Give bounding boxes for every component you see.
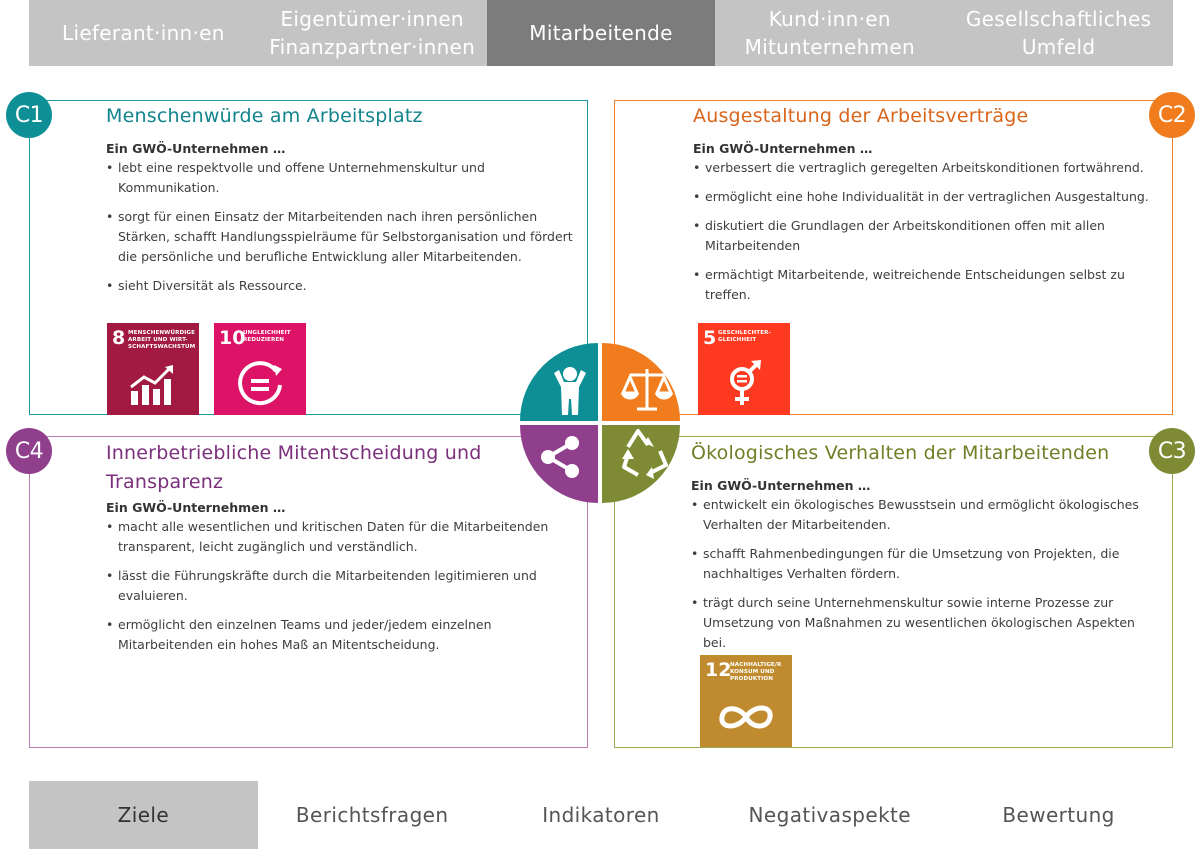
sdg-5-tile — [698, 323, 790, 415]
tab-indikatoren[interactable]: Indikatoren — [542, 803, 660, 827]
infinity-icon — [714, 699, 778, 735]
sdg-8-number: 8 — [112, 327, 126, 349]
list-item: • lässt die Führungskräfte durch die Mitarbeitenden legitimieren und evaluieren. — [106, 566, 566, 606]
list-item: • trägt durch seine Unternehmenskultur sowie interne Prozesse zur Umsetzung von Maßnahmen zu wesentlichen ökologischen Aspekten bei. — [691, 593, 1161, 653]
c2-intro: Ein GWÖ-Unternehmen … — [693, 141, 873, 156]
sdg-8-tile — [107, 323, 199, 415]
tab-mitarbeitende[interactable]: Mitarbeitende — [487, 0, 716, 66]
list-item: • ermöglicht eine hohe Individualität in der vertraglichen Ausgestaltung. — [693, 187, 1163, 207]
sdg-10-tile — [214, 323, 306, 415]
sdg-5-number: 5 — [703, 327, 717, 349]
list-item: • diskutiert die Grundlagen der Arbeitskonditionen offen mit allen Mitarbeitenden — [693, 216, 1163, 256]
stakeholder-wheel — [520, 343, 680, 503]
equality-icon — [236, 361, 284, 409]
c2-bullet-list — [693, 158, 1163, 314]
sdg-12-tile — [700, 655, 792, 747]
badge-c1: C1 — [6, 92, 52, 138]
growth-chart-icon — [129, 365, 177, 407]
list-item: • lebt eine respektvolle und offene Unternehmenskultur und Kommunikation. — [106, 158, 576, 198]
list-item: • sorgt für einen Einsatz der Mitarbeitenden nach ihren persönlichen Stärken, schafft Handlungsspielräume für Selbstorganisation und fördert die persönliche und berufliche Entwicklung aller Mitarbeitenden. — [106, 207, 576, 267]
c3-intro: Ein GWÖ-Unternehmen … — [691, 478, 871, 493]
c1-bullet-list — [106, 158, 576, 305]
list-item: • verbessert die vertraglich geregelten Arbeitskonditionen fortwährend. — [693, 158, 1163, 178]
badge-c4: C4 — [6, 428, 52, 474]
tab-ziele[interactable]: Ziele — [29, 781, 258, 849]
badge-c2: C2 — [1149, 92, 1195, 138]
c3-bullet-list — [691, 495, 1161, 662]
stakeholder-tabs — [29, 0, 1173, 66]
badge-c3: C3 — [1149, 428, 1195, 474]
gender-equality-icon — [724, 359, 764, 409]
section-tabs — [29, 781, 1173, 849]
list-item: • ermöglicht den einzelnen Teams und jeder/jedem einzelnen Mitarbeitenden ein hohes Maß an Mitentscheidung. — [106, 615, 566, 655]
sdg-12-number: 12 — [705, 659, 732, 681]
c1-intro: Ein GWÖ-Unternehmen … — [106, 141, 286, 156]
tab-lieferanten[interactable]: Lieferant·inn·en — [29, 0, 258, 66]
tab-negativaspekte[interactable]: Negativaspekte — [748, 803, 912, 827]
sdg-10-number: 10 — [219, 327, 246, 349]
sdg-12-label: NACHHALTIGE/R KONSUM UND PRODUKTION — [730, 662, 782, 682]
tab-eigentuemer[interactable]: Eigentümer·innen Finanzpartner·innen — [258, 0, 487, 66]
c4-title: Innerbetriebliche Mitentscheidung und Transparenz — [106, 442, 482, 493]
list-item: • schafft Rahmenbedingungen für die Umsetzung von Projekten, die nachhaltiges Verhalten fördern. — [691, 544, 1161, 584]
c2-title: Ausgestaltung der Arbeitsverträge — [693, 105, 1029, 127]
sdg-8-label: MENSCHENWÜRDIGE ARBEIT UND WIRT-SCHAFTSWACHSTUM — [128, 330, 196, 350]
tab-kunden[interactable]: Kund·inn·en Mitunternehmen — [715, 0, 944, 66]
list-item: • ermächtigt Mitarbeitende, weitreichende Entscheidungen selbst zu treffen. — [693, 265, 1163, 305]
c4-intro: Ein GWÖ-Unternehmen … — [106, 500, 286, 515]
list-item: • sieht Diversität als Ressource. — [106, 276, 576, 296]
tab-berichtsfragen[interactable]: Berichtsfragen — [295, 803, 449, 827]
c4-bullet-list — [106, 517, 566, 664]
c3-title: Ökologisches Verhalten der Mitarbeitenden — [691, 442, 1110, 464]
c1-title: Menschenwürde am Arbeitsplatz — [106, 105, 423, 127]
sdg-5-label: GESCHLECHTER-GLEICHHEIT — [718, 330, 771, 343]
sdg-10-label: UNGLEICHHEIT REDUZIEREN — [243, 330, 291, 343]
tab-bewertung[interactable]: Bewertung — [1002, 803, 1115, 827]
list-item: • macht alle wesentlichen und kritischen Daten für die Mitarbeitenden transparent, leicht zugänglich und verständlich. — [106, 517, 566, 557]
tab-gesellschaft[interactable]: Gesellschaftliches Umfeld — [944, 0, 1173, 66]
list-item: • entwickelt ein ökologisches Bewusstsein und ermöglicht ökologisches Verhalten der Mitarbeitenden. — [691, 495, 1161, 535]
